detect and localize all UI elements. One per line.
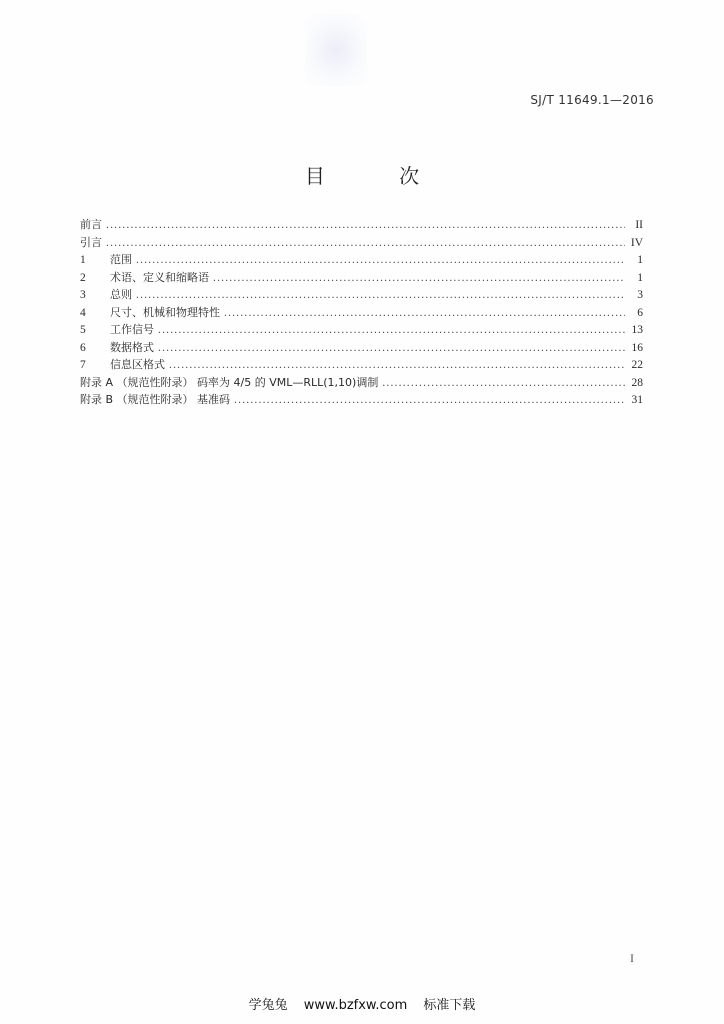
toc-entry-label: 范围 (110, 253, 132, 266)
page-number: I (630, 951, 634, 965)
toc-leader-dots (213, 270, 625, 288)
toc-entry-page: 28 (631, 376, 643, 389)
toc-entry-page: II (635, 219, 643, 231)
toc-entry-label: 尺寸、机械和物理特性 (110, 305, 220, 319)
toc-entry-number: 4 (80, 306, 86, 319)
toc-entry-label: 工作信号 (110, 323, 154, 336)
toc-leader-dots (158, 340, 625, 358)
toc-leader-dots (106, 217, 625, 235)
toc-entry-number: 5 (80, 324, 86, 336)
toc-entry[interactable] (80, 251, 643, 269)
toc-entry[interactable] (80, 286, 643, 304)
toc-entry-page: 3 (637, 289, 643, 301)
standard-code: SJ/T 11649.1—2016 (530, 93, 654, 107)
toc-entry-label: 信息区格式 (110, 358, 165, 371)
toc-entry-page: 31 (631, 394, 643, 406)
toc-entry[interactable] (80, 391, 643, 409)
toc-entry-number: 6 (80, 341, 86, 354)
footer-tagline: 标准下载 (423, 998, 476, 1013)
toc-leader-dots (136, 287, 625, 305)
toc-entry-label: 附录 A （规范性附录） 码率为 4/5 的 VML—RLL(1,10)调制 (80, 375, 379, 389)
toc-title: 目 次 (304, 164, 454, 188)
toc-leader-dots (158, 322, 625, 340)
toc-entry[interactable] (80, 374, 643, 392)
toc-entry-number: 1 (80, 254, 86, 266)
toc-entry-number: 7 (80, 359, 86, 371)
toc-entry[interactable] (80, 339, 643, 357)
toc-entry-number: 3 (80, 289, 86, 301)
toc-entry-page: 1 (637, 271, 643, 284)
toc-entry-page: 13 (631, 324, 643, 336)
toc-leader-dots (169, 357, 625, 375)
toc-entry-page: 1 (637, 254, 643, 266)
toc-entry-page: IV (630, 236, 643, 249)
footer-watermark (0, 994, 724, 1013)
toc-leader-dots (136, 252, 625, 270)
toc-leader-dots (106, 235, 625, 253)
toc-entry-label: 前言 (80, 218, 102, 231)
toc-entry-label: 附录 B （规范性附录） 基准码 (80, 393, 231, 406)
toc-entry-number: 2 (80, 271, 86, 284)
toc-entry[interactable] (80, 216, 643, 234)
toc-entry[interactable] (80, 269, 643, 287)
toc-leader-dots (224, 305, 625, 323)
toc-entry[interactable] (80, 234, 643, 252)
toc-leader-dots (382, 375, 625, 393)
toc-entry-label: 数据格式 (110, 340, 154, 354)
scan-smudge (305, 14, 367, 86)
footer-url[interactable]: www.bzfxw.com (303, 998, 408, 1013)
toc-entry[interactable] (80, 304, 643, 322)
toc-leader-dots (234, 392, 625, 410)
table-of-contents (80, 216, 643, 409)
toc-entry[interactable] (80, 356, 643, 374)
footer-site-name: 学兔兔 (248, 998, 288, 1013)
toc-entry-label: 引言 (80, 235, 102, 249)
toc-entry-label: 总则 (110, 288, 132, 301)
toc-entry-page: 6 (637, 306, 643, 319)
toc-entry-label: 术语、定义和缩略语 (110, 270, 209, 284)
toc-entry-page: 16 (631, 341, 643, 354)
toc-entry[interactable] (80, 321, 643, 339)
toc-entry-page: 22 (631, 359, 643, 371)
